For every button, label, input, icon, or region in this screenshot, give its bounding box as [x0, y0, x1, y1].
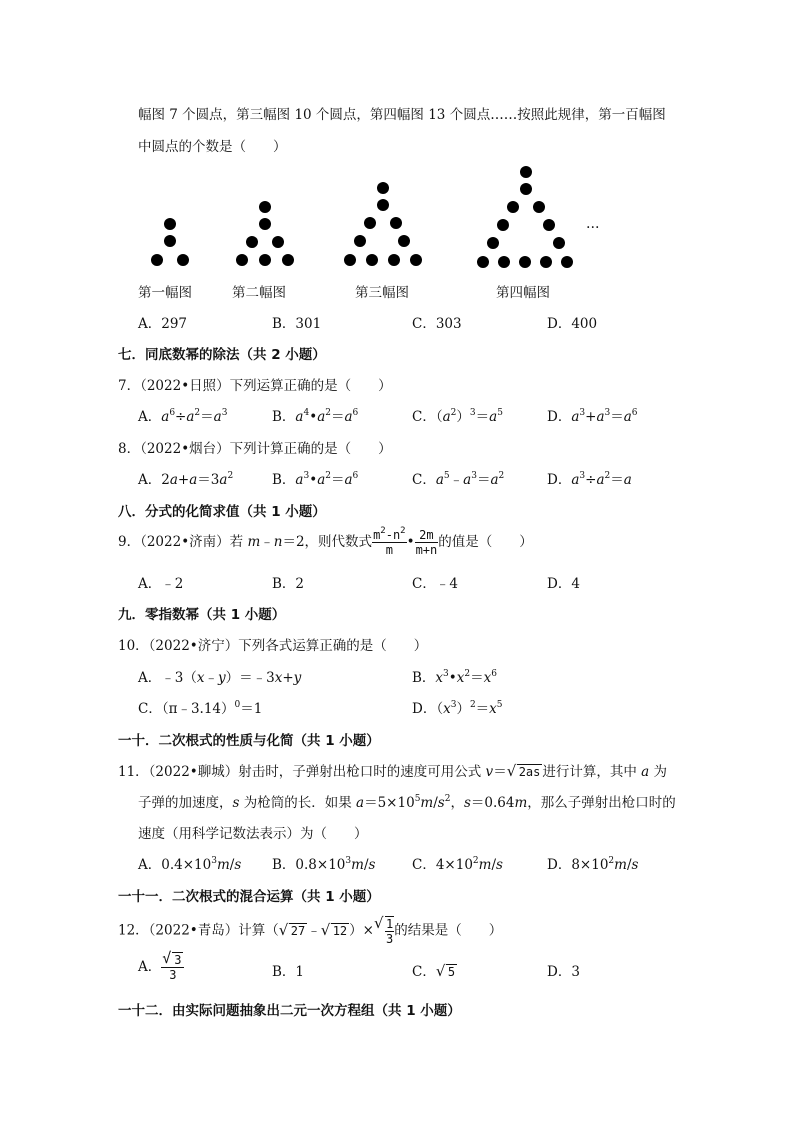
question-8: 8．（2022•烟台）下列计算正确的是（ ） [118, 441, 392, 457]
dot [520, 166, 532, 178]
dot [477, 256, 489, 268]
dot [519, 256, 531, 268]
dot [354, 235, 366, 247]
dot [272, 236, 284, 248]
option-b[interactable]: B．2 [272, 576, 305, 592]
dot [236, 254, 248, 266]
question-12: 12．（2022•青岛）计算（√ 27 ﹣√ 12 ）× √ $\frac{1}{3}$ 的结果是（ ） [118, 916, 502, 946]
dot [398, 235, 410, 247]
dot [410, 254, 422, 266]
option-b[interactable]: B．301 [272, 316, 322, 332]
option-c[interactable]: C．$(a^2)^3=a^5$ [412, 408, 503, 425]
dot [377, 199, 389, 211]
option-a[interactable]: A．297 [138, 316, 188, 332]
sqrt-expression: √ 2as [507, 764, 543, 780]
option-b[interactable]: B．1 [272, 964, 305, 980]
option-a[interactable]: A．$2a+a=3a^2$ [138, 471, 234, 488]
option-c[interactable]: C．$a^5﹣a^3=a^2$ [412, 471, 505, 488]
dot [246, 236, 258, 248]
dot [507, 201, 519, 213]
question-7: 7．（2022•日照）下列运算正确的是（ ） [118, 378, 392, 394]
dot [390, 217, 402, 229]
question-11-line1: 11．（2022•聊城）射击时，子弹射出枪口时的速度可用公式 v＝√ 2as 进行计算，其中 a 为 [118, 760, 667, 780]
option-c[interactable]: C．$4\times 10^2m/s$ [412, 856, 503, 873]
dot [487, 237, 499, 249]
dot [164, 235, 176, 247]
question-text-line: 幅图 7 个圆点，第三幅图 10 个圆点，第四幅图 13 个圆点……按照此规律，第一百幅图 [138, 107, 666, 123]
dot [259, 201, 271, 213]
figure-label-1: 第一幅图 [138, 285, 192, 301]
option-b[interactable]: B．$a^3•a^2=a^6$ [272, 471, 359, 488]
dot [497, 219, 509, 231]
dot [366, 254, 378, 266]
option-b[interactable]: B．$0.8\times 10^3m/s$ [272, 856, 376, 873]
dot [364, 217, 376, 229]
dot [259, 218, 271, 230]
dot [520, 183, 532, 195]
dot [561, 256, 573, 268]
question-11-line2: 子弹的加速度，s 为枪筒的长．如果 $a=5\times 10^5m/s^2$，s＝0.64m，那么子弹射出枪口时的 [138, 794, 676, 811]
option-a[interactable]: A．$a^6\div a^2=a^3$ [138, 408, 228, 425]
section-heading: 一十．二次根式的性质与化简（共 1 小题） [118, 733, 380, 749]
dot [498, 256, 510, 268]
option-d[interactable]: D．$a^3+a^3=a^6$ [547, 408, 638, 425]
dot [533, 201, 545, 213]
dot [553, 237, 565, 249]
figure-label-2: 第二幅图 [232, 285, 286, 301]
dot [543, 219, 555, 231]
question-11-line3: 速度（用科学记数法表示）为（ ） [138, 826, 368, 842]
fraction: $\frac{2m}{m+n}$ [415, 528, 438, 557]
option-a[interactable]: A．﹣3（x﹣y）＝﹣3x+y [138, 670, 302, 686]
section-heading: 八．分式的化简求值（共 1 小题） [118, 504, 326, 520]
dot [177, 254, 189, 266]
option-a[interactable]: A．$0.4\times 10^3m/s$ [138, 856, 242, 873]
option-d[interactable]: D．$a^3\div a^2=a$ [547, 471, 632, 488]
dot [344, 254, 356, 266]
option-c[interactable]: C．√ 5 [412, 960, 457, 980]
dot [164, 218, 176, 230]
option-d[interactable]: D．400 [547, 316, 598, 332]
option-c[interactable]: C．（π﹣3.14）$^0$＝1 [138, 700, 263, 717]
section-heading: 一十一．二次根式的混合运算（共 1 小题） [118, 889, 380, 905]
dot [151, 254, 163, 266]
option-d[interactable]: D．$8\times 10^2m/s$ [547, 856, 639, 873]
figure-label-3: 第三幅图 [355, 285, 409, 301]
option-a[interactable]: A． √ $\frac{3}{3}$ [138, 953, 184, 982]
option-c[interactable]: C．303 [412, 316, 462, 332]
dot [388, 254, 400, 266]
fraction: $\frac{m^2-n^2}{m}$ [373, 526, 406, 557]
option-d[interactable]: D．$(x^3)^2=x^5$ [412, 700, 503, 717]
figure-label-4: 第四幅图 [496, 285, 550, 301]
dot [540, 256, 552, 268]
dot [377, 182, 389, 194]
option-d[interactable]: D．4 [547, 576, 580, 592]
option-b[interactable]: B．$a^4•a^2=a^6$ [272, 408, 359, 425]
dot-pattern-figure [0, 0, 794, 300]
ellipsis: … [586, 216, 600, 232]
question-text-line: 中圆点的个数是（ ） [138, 139, 287, 155]
section-heading: 九．零指数幂（共 1 小题） [118, 607, 286, 623]
dot [259, 254, 271, 266]
option-d[interactable]: D．3 [547, 964, 580, 980]
section-heading: 一十二．由实际问题抽象出二元一次方程组（共 1 小题） [118, 1003, 461, 1019]
question-10: 10．（2022•济宁）下列各式运算正确的是（ ） [118, 638, 428, 654]
option-c[interactable]: C．﹣4 [412, 576, 458, 592]
question-9: 9．（2022•济南）若 m﹣n＝2，则代数式 $\frac{m^2-n^2}{m}$ • $\frac{2m}{m+n}$ 的值是（ ） [118, 526, 533, 557]
option-b[interactable]: B．$x^3•x^2=x^6$ [412, 669, 497, 686]
section-heading: 七．同底数幂的除法（共 2 小题） [118, 347, 326, 363]
option-a[interactable]: A．﹣2 [138, 576, 184, 592]
dot [282, 254, 294, 266]
